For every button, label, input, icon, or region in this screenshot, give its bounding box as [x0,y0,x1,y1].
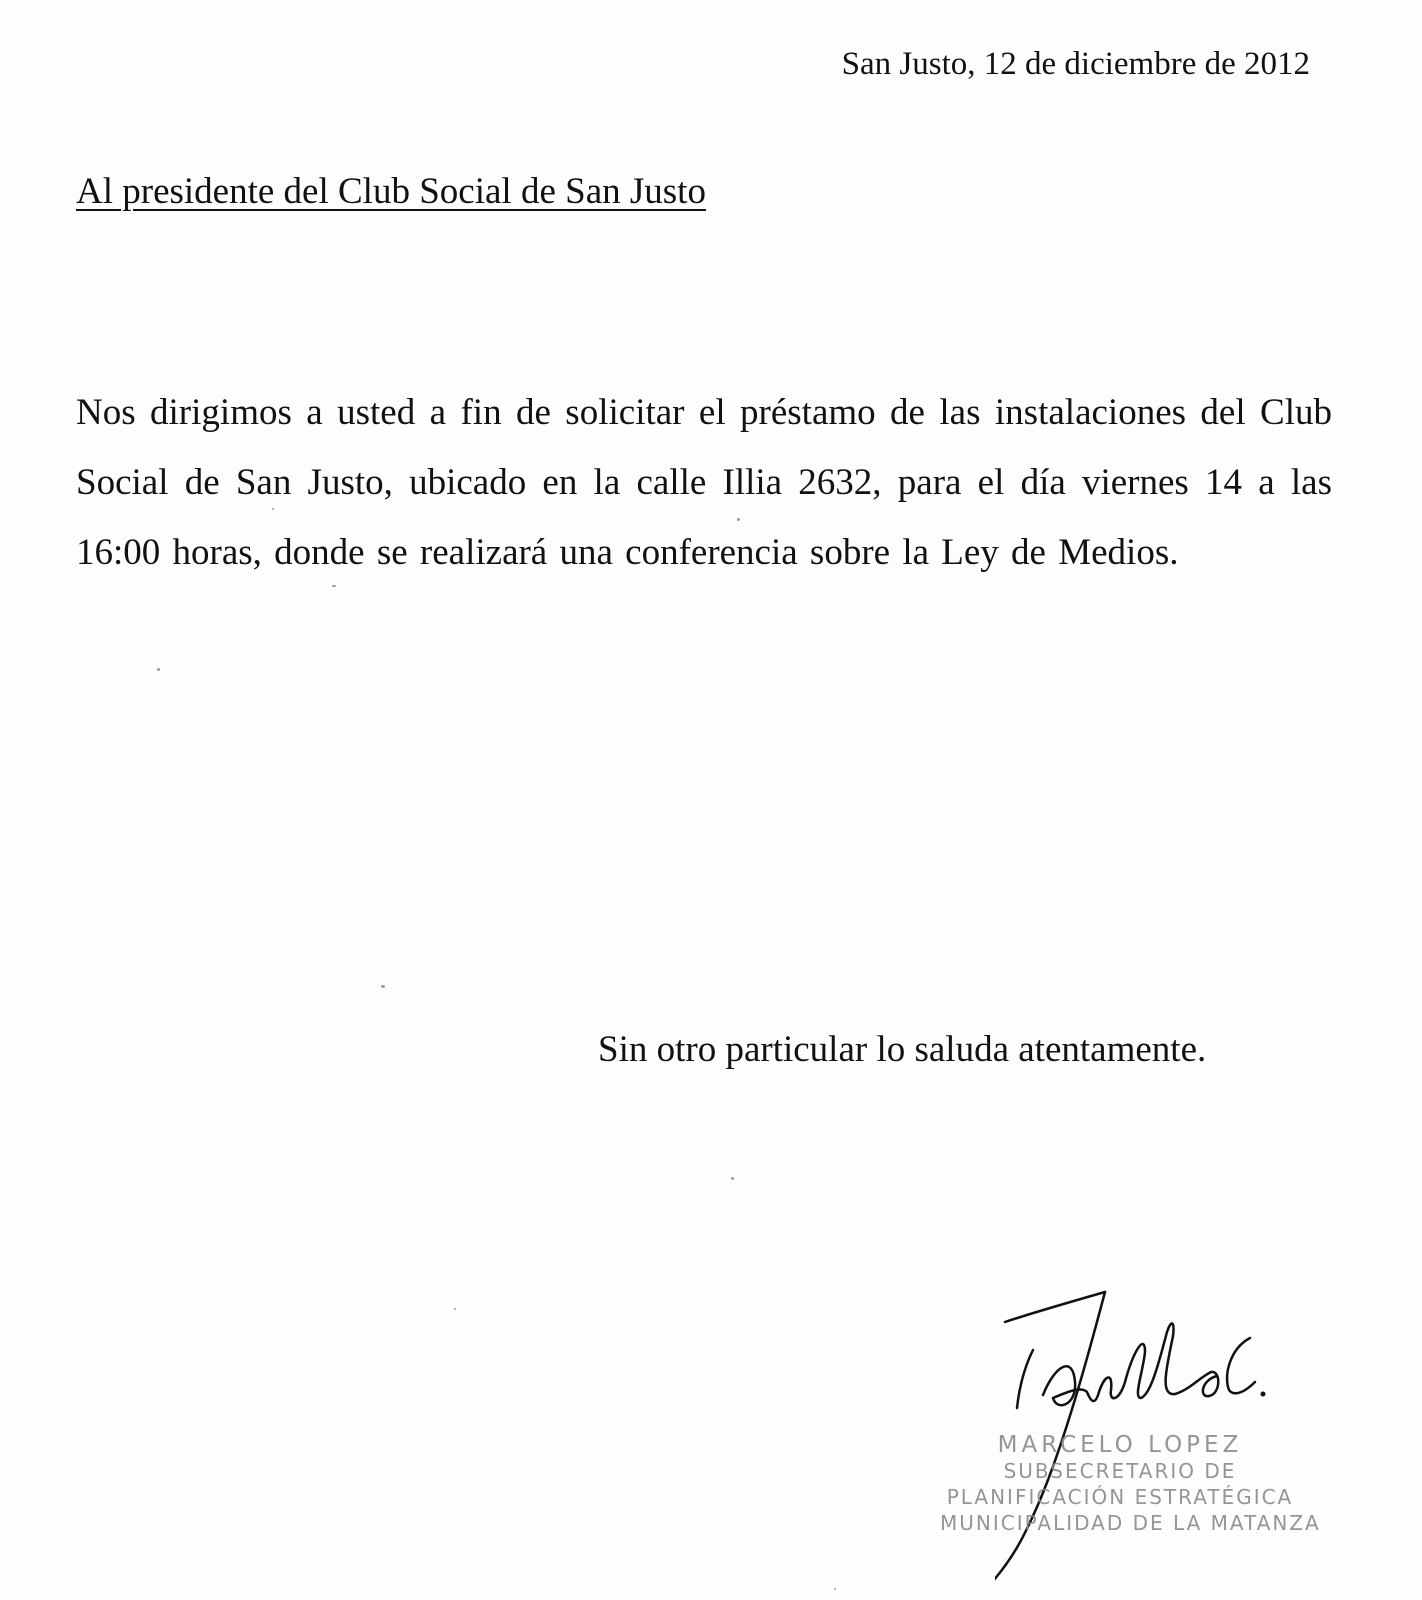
stamp-title-line1: SUBSECRETARIO DE [1003,1459,1237,1483]
paper-speck [332,585,336,587]
letter-addressee: Al presidente del Club Social de San Justo [76,171,706,212]
letter-closing: Sin otro particular lo saluda atentamente. [598,1029,1207,1070]
paper-speck [454,1308,456,1310]
paper-speck [157,668,160,671]
letter-date: San Justo, 12 de diciembre de 2012 [841,46,1310,82]
stamp-name: MARCELO LOPEZ [997,1432,1243,1458]
paper-speck [272,508,274,510]
letter-body: Nos dirigimos a usted a fin de solicitar el préstamo de las instalaciones del Club Social de San Justo, ubicado en la calle Illia 2632, para el día viernes 14 a las 16:00 horas, donde se realizará una conferencia sobre la Ley de Medios. [76,392,1332,573]
stamp-title-line2: PLANIFICACIÓN ESTRATÉGICA [946,1485,1294,1509]
paper-speck [834,1588,836,1590]
paper-speck [731,1177,734,1180]
paper-speck [737,518,740,521]
stamp-institution: MUNICIPALIDAD DE LA MATANZA [940,1511,1321,1535]
paper-speck [381,985,385,988]
official-stamp [940,1432,1321,1536]
